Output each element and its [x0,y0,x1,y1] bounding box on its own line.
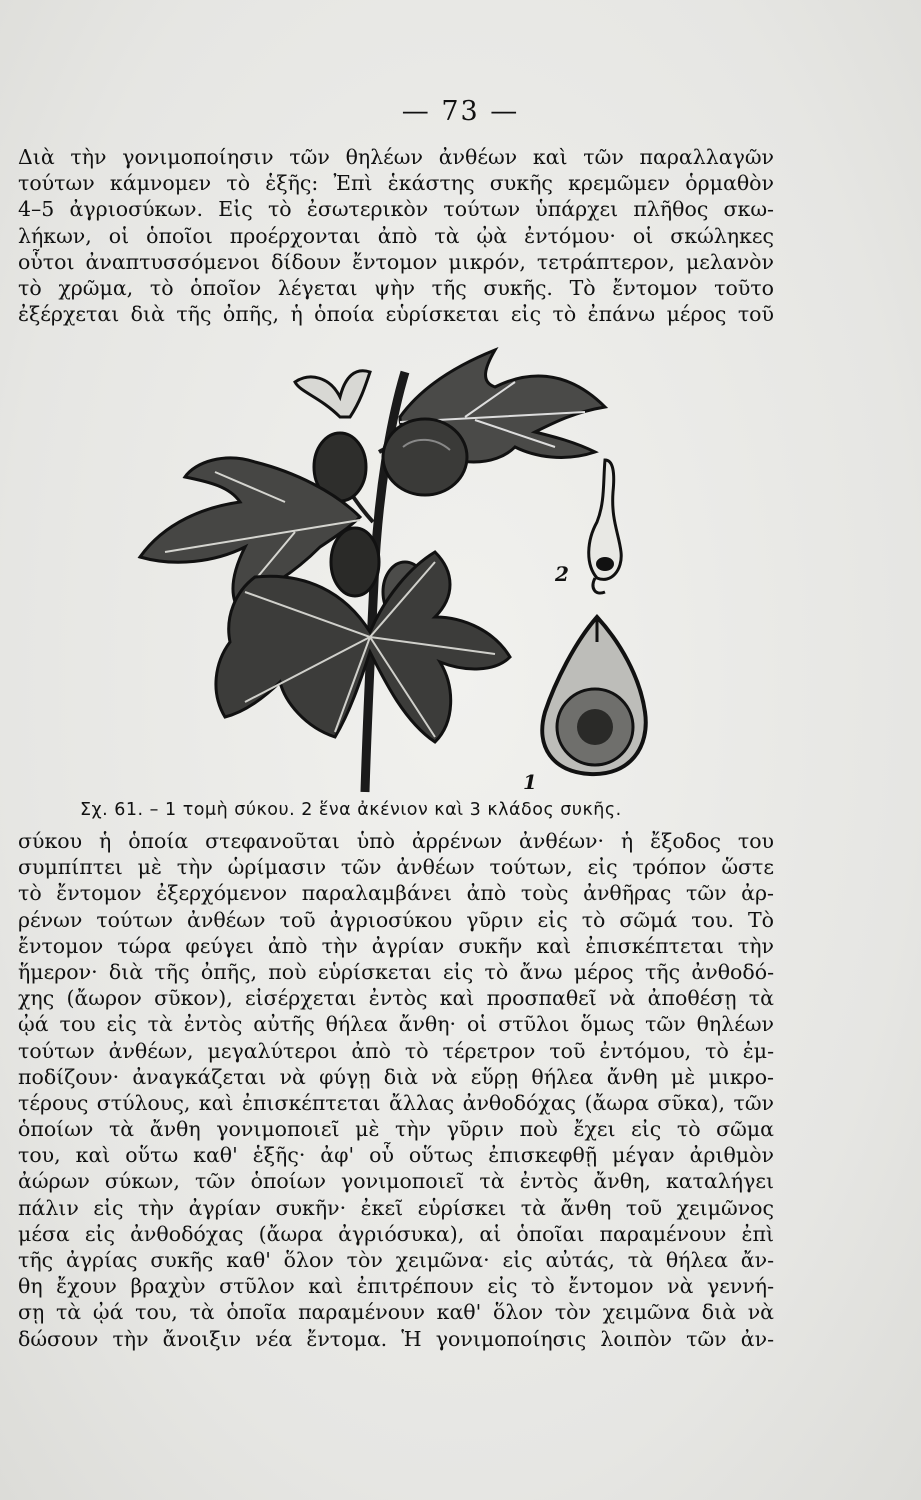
text-line: οὗτοι ἀναπτυσσόμενοι δίδουν ἔντομον μικρόν, τετράπτερον, μελανὸν [18,249,774,274]
figure-caption: Σχ. 61. – 1 τομὴ σύκου. 2 ἕνα ἀκένιον καὶ 3 κλάδος συκῆς. [80,800,622,820]
text-line: πάλιν εἰς τὴν ἀγρίαν συκῆν· ἐκεῖ εὑρίσκει τὰ ἄνθη τοῦ χειμῶνος [18,1195,774,1220]
text-line: συμπίπτει μὲ τὴν ὡρίμασιν τῶν ἀνθέων τούτων, εἰς τρόπον ὥστε [18,855,774,880]
text-line: σῃ τὰ ᾠά του, τὰ ὁποῖα παραμένουν καθ' ὅλον τὸν χειμῶνα διὰ νὰ [18,1300,774,1325]
text-line: μέσα εἰς ἀνθοδόχας (ἄωρα ἀγριόσυκα), αἱ ὁποῖαι παραμένουν ἐπὶ [18,1221,774,1246]
text-line: ᾠά του εἰς τὰ ἐντὸς αὐτῆς θήλεα ἄνθη· οἱ στῦλοι ὅμως τῶν θηλέων [18,1012,774,1037]
page-number: — 73 — [401,96,520,127]
text-line: τούτων κάμνομεν τὸ ἑξῆς: Ἐπὶ ἑκάστης συκῆς κρεμῶμεν ὁρμαθὸν [18,171,774,196]
text-line: σύκου ἡ ὁποία στεφανοῦται ὑπὸ ἀρρένων ἀνθέων· ἡ ἔξοδος του [18,829,774,853]
text-line: Διὰ τὴν γονιμοποίησιν τῶν θηλέων ἀνθέων καὶ τῶν παραλλαγῶν [18,145,774,169]
figure-label-1: 1 [523,770,537,794]
text-line: 4–5 ἀγριοσύκων. Εἰς τὸ ἐσωτερικὸν τούτων ὑπάρχει πλῆθος σκω- [18,197,774,222]
text-line: ἔντομον τώρα φεύγει ἀπὸ τὴν ἀγρίαν συκῆν καὶ ἐπισκέπτεται τὴν [18,933,774,958]
text-line: χης (ἄωρον σῦκον), εἰσέρχεται ἐντὸς καὶ προσπαθεῖ νὰ ἀποθέσῃ τὰ [18,986,774,1011]
text-line: τὸ χρῶμα, τὸ ὁποῖον λέγεται ψὴν τῆς συκῆς. Τὸ ἔντομον τοῦτο [18,275,774,300]
fig-branch-drawing [135,342,665,802]
text-line: ἀώρων σύκων, τῶν ὁποίων γονιμοποιεῖ τὰ ἐντὸς ἄνθη, καταλήγει [18,1169,774,1194]
text-line: ποδίζουν· ἀναγκάζεται νὰ φύγῃ διὰ νὰ εὕρῃ θήλεα ἄνθη μὲ μικρο- [18,1064,774,1089]
text-line: λήκων, οἱ ὁποῖοι προέρχονται ἀπὸ τὰ ᾠὰ ἐντόμου· οἱ σκώληκες [18,223,774,248]
text-line: τὸ ἔντομον ἐξερχόμενον παραλαμβάνει ἀπὸ τοὺς ἀνθῆρας τῶν ἀρ- [18,881,774,906]
text-line: τούτων ἀνθέων, μεγαλύτεροι ἀπὸ τὸ τέρετρον τοῦ ἐντόμου, τὸ ἐμ- [18,1038,774,1063]
text-line: δώσουν τὴν ἄνοιξιν νέα ἔντομα. Ἡ γονιμοποίησις λοιπὸν τῶν ἀν- [18,1326,774,1351]
text-line: ἐξέρχεται διὰ τῆς ὀπῆς, ἡ ὁποία εὑρίσκεται εἰς τὸ ἐπάνω μέρος τοῦ [18,302,774,327]
paragraph-bottom [18,828,774,1352]
paragraph-top [18,144,774,327]
text-line: ρένων τούτων ἀνθέων τοῦ ἀγριοσύκου γῦριν εἰς τὸ σῶμά του. Τὸ [18,907,774,932]
text-line: θη ἔχουν βραχὺν στῦλον καὶ ἐπιτρέπουν εἰς τὸ ἔντομον νὰ γεννή- [18,1274,774,1299]
text-line: του, καὶ οὕτω καθ' ἑξῆς· ἀφ' οὗ οὕτως ἐπισκεφθῇ μέγαν ἀριθμὸν [18,1143,774,1168]
text-line: ὁποίων τὰ ἄνθη γονιμοποιεῖ μὲ τὴν γῦριν ποὺ ἔχει εἰς τὸ σῶμα [18,1117,774,1142]
text-line: τέρους στύλους, καὶ ἐπισκέπτεται ἄλλας ἀνθοδόχας (ἄωρα σῦκα), τῶν [18,1090,774,1115]
text-line: ἥμερον· διὰ τῆς ὀπῆς, ποὺ εὑρίσκεται εἰς τὸ ἄνω μέρος τῆς ἀνθοδό- [18,959,774,984]
text-line: τῆς ἀγρίας συκῆς καθ' ὅλον τὸν χειμῶνα· εἰς αὐτάς, τὰ θήλεα ἄν- [18,1248,774,1272]
fig-illustration [135,342,665,802]
figure-label-2: 2 [555,562,569,586]
